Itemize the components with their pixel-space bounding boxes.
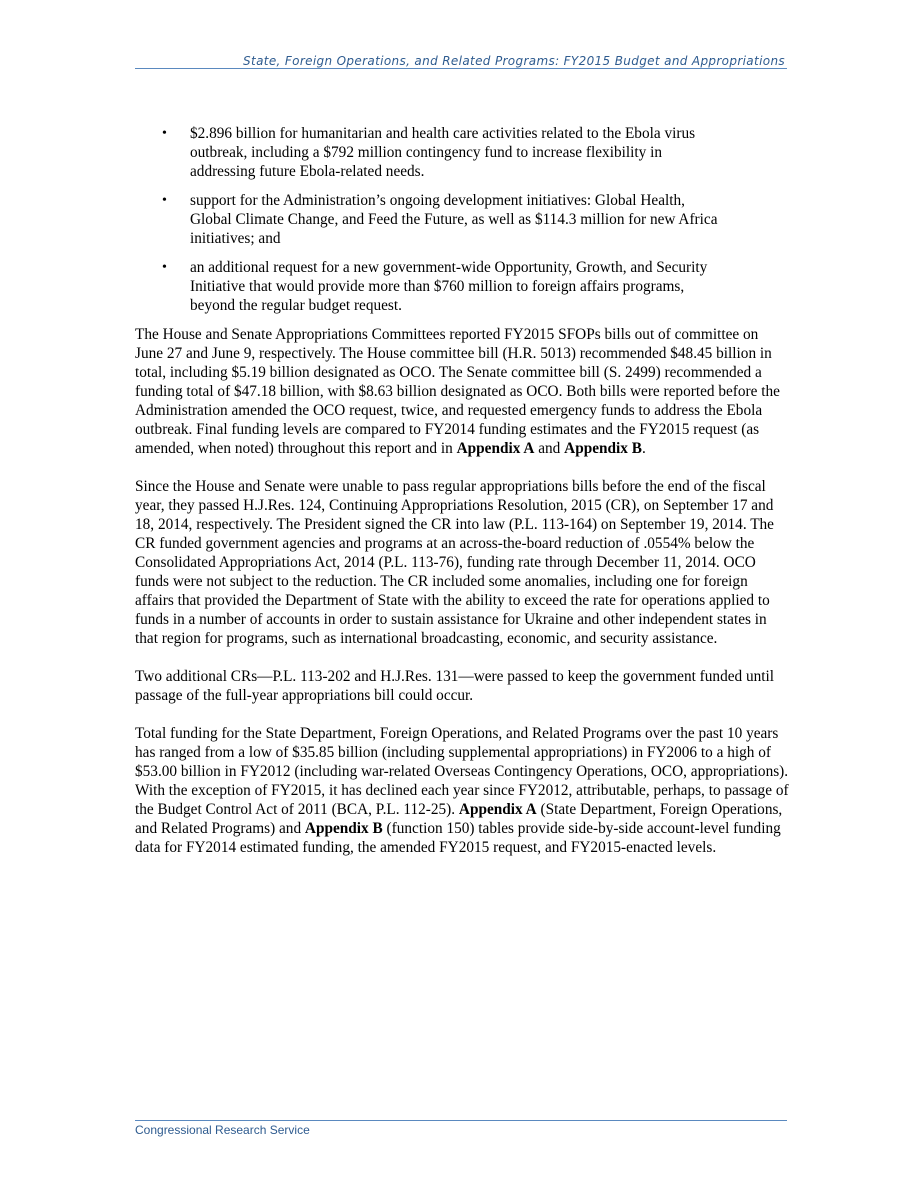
running-header-title: State, Foreign Operations, and Related Programs: FY2015 Budget and Appropriations	[243, 54, 785, 68]
appendix-a-ref: Appendix A	[456, 440, 535, 457]
bullet-icon: •	[162, 126, 167, 141]
bullet-text: an additional request for a new government-wide Opportunity, Growth, and Security Initiative that would provide more than $760 million to foreign affairs programs, beyond the regular budget request.	[190, 259, 708, 314]
bullet-item-ebola	[135, 124, 789, 181]
appendix-b-ref: Appendix B	[304, 820, 383, 837]
appendix-b-ref: Appendix B	[564, 440, 642, 457]
footer-org: Congressional Research Service	[135, 1123, 310, 1137]
bullet-icon: •	[162, 193, 167, 208]
paragraph-total-funding	[135, 724, 789, 857]
bullet-item-development	[135, 191, 789, 248]
paragraph-continuing-resolution: Since the House and Senate were unable to pass regular appropriations bills before the end of the fiscal year, they passed H.J.Res. 124, Continuing Appropriations Resolution, 2015 (CR), on September 17 and 18, 2014, respectively. The President signed the CR into law (P.L. 113-164) on September 19, 2014. The CR funded government agencies and programs at an across-the-board reduction of .0554% below the Consolidated Appropriations Act, 2014 (P.L. 113-76), funding rate through December 11, 2014. OCO funds were not subject to the reduction. The CR included some anomalies, including one for foreign affairs that provided the Department of State with the ability to exceed the rate for operations applied to funds in a number of accounts in order to sustain assistance for Ukraine and other independent states in that region for programs, such as international broadcasting, economic, and security assistance.	[135, 478, 774, 647]
paragraph-text: Total funding for the State Department, Foreign Operations, and Related Programs over the past 10 years has ranged from a low of $35.85 billion (including supplemental appropriations) in FY2006 to a high of $53.00 billion in FY2012 (including war-related Overseas Contingency Operations, OCO, appropriations). With the exception of FY2015, it has declined each year since FY2012, attributable, perhaps, to passage of the Budget Control Act of 2011 (BCA, P.L. 112-25).	[135, 725, 789, 818]
bullet-icon: •	[162, 260, 167, 275]
bullet-list	[135, 124, 789, 315]
paragraph-additional-crs: Two additional CRs—P.L. 113-202 and H.J.Res. 131—were passed to keep the government funded until passage of the full-year appropriations bill could occur.	[135, 668, 775, 704]
paragraph-text: (State Department, Foreign Operations, and Related Programs) and	[135, 801, 783, 837]
body-text	[135, 124, 789, 876]
bullet-text: $2.896 billion for humanitarian and health care activities related to the Ebola virus outbreak, including a $792 million contingency fund to increase flexibility in addressing future Ebola-related needs.	[190, 125, 696, 180]
paragraph-text: and	[534, 440, 565, 457]
appendix-a-ref: Appendix A	[458, 801, 537, 818]
bullet-item-ogsi	[135, 258, 789, 315]
footer-rule	[135, 1120, 787, 1121]
paragraph-text: The House and Senate Appropriations Committees reported FY2015 SFOPs bills out of committee on June 27 and June 9, respectively. The House committee bill (H.R. 5013) recommended $48.45 billion in total, including $5.19 billion designated as OCO. The Senate committee bill (S. 2499) recommended a funding total of $47.18 billion, with $8.63 billion designated as OCO. Both bills were reported before the Administration amended the OCO request, twice, and requested emergency funds to address the Ebola outbreak. Final funding levels are compared to FY2014 funding estimates and the FY2015 request (as amended, when noted) throughout this report and in	[135, 326, 780, 457]
paragraph-text: .	[641, 440, 646, 457]
bullet-text: support for the Administration’s ongoing development initiatives: Global Health, Global Climate Change, and Feed the Future, as well as $114.3 million for new Africa initiatives; and	[190, 192, 718, 247]
header-rule	[135, 68, 787, 69]
paragraph-text: (function 150) tables provide side-by-side account-level funding data for FY2014 estimated funding, the amended FY2015 request, and FY2015-enacted levels.	[135, 820, 781, 856]
paragraph-committees	[135, 325, 789, 458]
